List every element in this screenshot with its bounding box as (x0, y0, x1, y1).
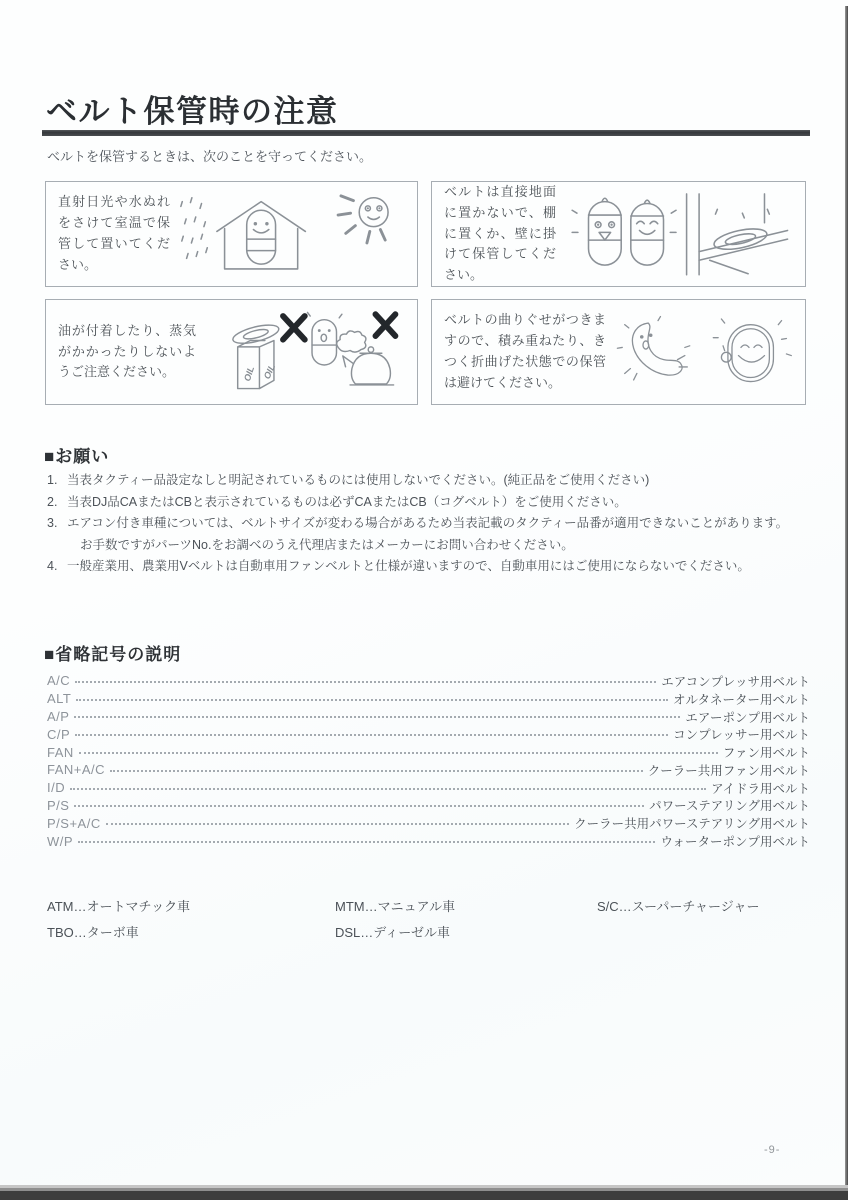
page-number: -9- (764, 1144, 781, 1156)
abbreviation-code: A/P (47, 708, 70, 724)
vehicle-abbreviation: DSL…ディーゼル車 (335, 925, 450, 940)
dotted-leader (74, 716, 680, 718)
abbreviation-description: ウォーターポンプ用ベルト (660, 835, 810, 850)
vehicle-abbreviations (47, 896, 787, 941)
abbreviation-description: オルタネーター用ベルト (672, 692, 810, 707)
abbreviation-code: C/P (47, 726, 71, 742)
abbreviation-row (47, 814, 810, 832)
request-item-text: 一般産業用、農業用Vベルトは自動車用ファンベルトと仕様が違いますので、自動車用にはご使用にならないでください。 (67, 559, 750, 573)
abbreviation-description: コンプレッサー用ベルト (673, 728, 810, 743)
dotted-leader (78, 841, 655, 843)
request-item-number: 1. (47, 473, 58, 487)
svg-text:OIL: OIL (242, 364, 257, 383)
abbreviation-row (47, 761, 810, 779)
abbreviation-row (47, 832, 810, 850)
svg-text:OIL: OIL (261, 362, 278, 381)
storage-tip-text: 直射日光や水ぬれをさけて室温で保管して置いてください。 (58, 194, 170, 272)
abbreviation-row (47, 690, 810, 708)
intro-text: ベルトを保管するときは、次のことを守ってください。 (47, 149, 373, 164)
abbreviation-code: P/S+A/C (47, 815, 101, 831)
request-item (47, 470, 812, 492)
vehicle-abbreviation: MTM…マニュアル車 (335, 899, 456, 914)
belts-on-wall-and-shelf-illustration (556, 192, 797, 277)
request-item-text-continuation: お手数ですがパーツNo.をお調べのうえ代理店またはメーカーにお問い合わせください。 (80, 537, 574, 552)
request-item-text: 当表タクティー品設定なしと明記されているものには使用しないでください。(純正品をご使用ください) (67, 473, 650, 487)
abbreviation-row (47, 779, 810, 797)
request-list (47, 470, 812, 578)
request-item-number: 3. (47, 516, 58, 530)
bent-belt-and-happy-belt-illustration (606, 310, 797, 395)
abbreviation-code: FAN (47, 744, 74, 760)
abbreviation-description: エアコンプレッサ用ベルト (661, 674, 810, 689)
title-rule (42, 130, 810, 136)
abbreviation-description: パワーステアリング用ベルト (649, 799, 810, 814)
abbreviation-code: FAN+A/C (47, 762, 106, 778)
storage-tip-box-shelf (431, 181, 806, 287)
storage-tip-box-bending (431, 299, 806, 405)
abbreviation-code: A/C (47, 673, 71, 689)
abbreviation-description: アイドラ用ベルト (711, 781, 810, 796)
abbreviation-row (47, 672, 810, 690)
dotted-leader (70, 788, 706, 790)
dotted-leader (75, 681, 656, 683)
request-item (47, 556, 812, 578)
abbreviation-code: I/D (47, 780, 66, 796)
dotted-leader (79, 752, 718, 754)
abbreviation-row (47, 708, 810, 726)
abbreviation-code: ALT (47, 691, 72, 707)
abbreviation-row (47, 743, 810, 761)
dotted-leader (75, 734, 668, 736)
abbreviation-code: P/S (47, 797, 70, 813)
abbreviation-description: エアーポンプ用ベルト (685, 710, 810, 725)
abbreviation-code: W/P (47, 833, 74, 849)
abbreviation-description: クーラー共用パワーステアリング用ベルト (574, 817, 810, 832)
request-item (47, 492, 812, 514)
abbreviation-row (47, 797, 810, 815)
storage-tip-text: ベルトの曲りぐせがつきますので、積み重ねたり、きつく折曲げた状態での保管は避けてください。 (444, 312, 606, 390)
storage-tip-boxes (45, 181, 806, 405)
vehicle-abbreviation: TBO…ターボ車 (47, 925, 139, 940)
request-section-heading: ■お願い (44, 447, 110, 466)
dotted-leader (106, 823, 569, 825)
request-item-number: 2. (47, 494, 58, 509)
request-item-text: 当表DJ品CAまたはCBと表示されているものは必ずCAまたはCB（コグベルト）をご使用ください。 (67, 494, 627, 509)
abbreviation-section-heading: ■省略記号の説明 (44, 645, 182, 664)
dotted-leader (110, 770, 643, 772)
abbreviation-list (47, 672, 810, 850)
dotted-leader (76, 699, 668, 701)
page-title: ベルト保管時の注意 (46, 94, 339, 129)
vehicle-abbreviation: S/C…スーパーチャージャー (597, 899, 760, 914)
oil-and-steam-crossed-out-illustration (196, 310, 409, 395)
vehicle-abbreviation: ATM…オートマチック車 (47, 899, 191, 914)
storage-tip-box-sunlight (45, 181, 418, 287)
abbreviation-row (47, 725, 810, 743)
storage-tip-box-oil-steam (45, 299, 418, 405)
storage-tip-text: 油が付着したり、蒸気がかかったりしないようご注意ください。 (58, 322, 196, 380)
request-item-number: 4. (47, 559, 58, 573)
request-item (47, 513, 812, 556)
abbreviation-description: ファン用ベルト (722, 746, 810, 761)
storage-tip-text: ベルトは直接地面に置かないで、棚に置くか、壁に掛けて保管してください。 (444, 184, 556, 283)
scan-edge-bottom (0, 1185, 848, 1200)
abbreviation-description: クーラー共用ファン用ベルト (647, 763, 810, 778)
vehicle-abbreviation-empty (597, 922, 787, 941)
rain-house-sun-illustration (170, 192, 409, 277)
dotted-leader (74, 805, 644, 807)
request-item-text: エアコン付き車種については、ベルトサイズが変わる場合があるため当表記載のタクティー品番が適用できないことがあります。 (67, 516, 789, 530)
